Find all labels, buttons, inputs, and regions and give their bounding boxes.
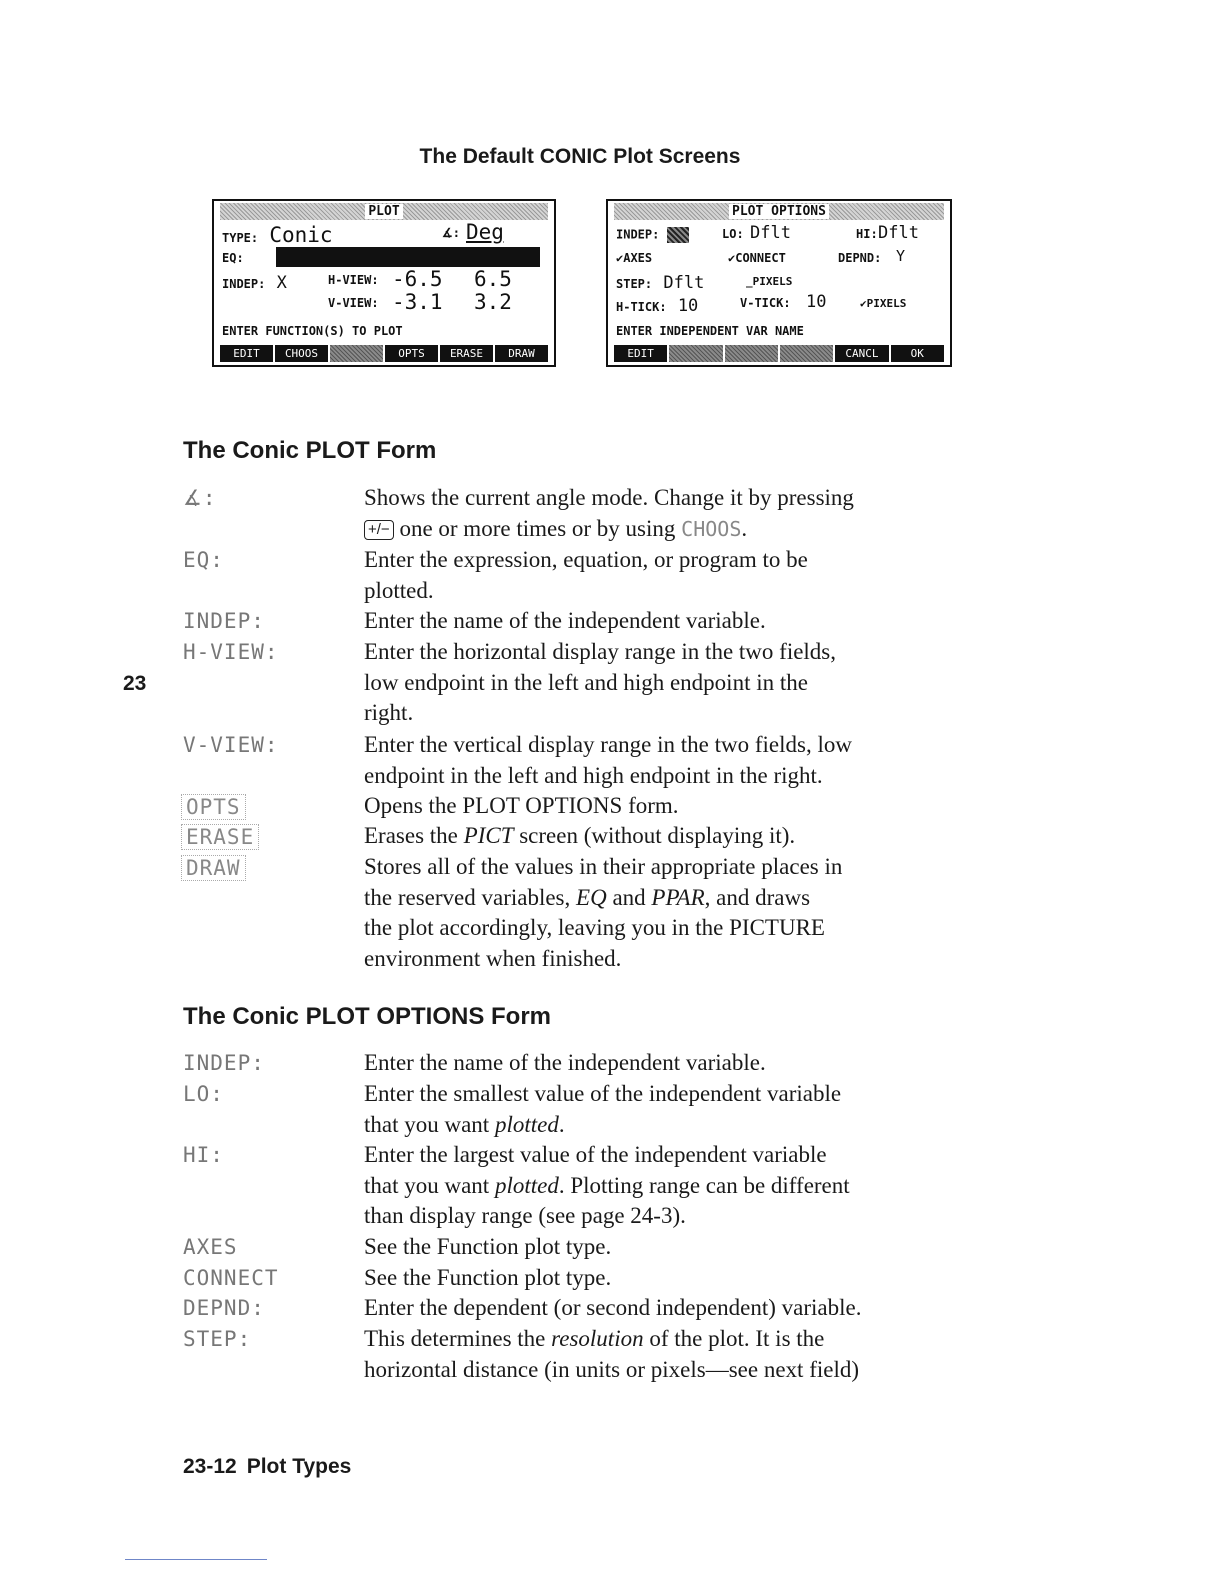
desc-line — [364, 1110, 984, 1141]
desc-italic: resolution — [551, 1326, 644, 1351]
desc-line: Shows the current angle mode. Change it by pressing — [364, 485, 854, 510]
depnd-value[interactable]: Y — [896, 247, 906, 265]
opt-indep-field[interactable] — [667, 227, 689, 243]
desc-italic: plotted — [494, 1172, 559, 1198]
hview-lo[interactable]: -6.5 — [392, 267, 443, 291]
desc-line: plotted. — [364, 577, 434, 603]
vview-lo[interactable]: -3.1 — [392, 290, 443, 314]
softkey-blank — [669, 345, 722, 362]
desc-text: . — [741, 515, 748, 541]
softkey-opts[interactable]: OPTS — [385, 345, 438, 362]
indep-label: INDEP: — [222, 277, 266, 291]
hi-value[interactable]: Dflt — [878, 223, 919, 243]
desc-text: . — [558, 1111, 565, 1137]
desc-line: Opens the PLOT OPTIONS form. — [364, 793, 679, 818]
softkey-ok[interactable]: OK — [891, 345, 944, 362]
type-label: TYPE: — [222, 231, 259, 245]
desc-axes — [364, 1232, 984, 1263]
term-hi: HI: — [183, 1143, 224, 1167]
vview-label: V-VIEW: — [328, 296, 379, 310]
desc-line — [364, 821, 984, 852]
eq-label: EQ: — [222, 251, 244, 265]
lo-value[interactable]: Dflt — [750, 223, 791, 243]
desc-erase — [364, 821, 984, 852]
desc-italic: PICT — [463, 823, 514, 848]
step-value[interactable]: Dflt — [663, 273, 705, 293]
term-indep: INDEP: — [183, 609, 265, 633]
softkey-edit[interactable]: EDIT — [614, 345, 667, 362]
desc-draw — [364, 852, 984, 974]
htick-label: H-TICK: — [616, 300, 667, 314]
desc-italic: plotted — [494, 1111, 559, 1137]
softkey-cancel[interactable]: CANCL — [835, 345, 888, 362]
step-pixels-checkbox[interactable]: _PIXELS — [746, 275, 793, 288]
desc-eq — [364, 545, 984, 606]
desc-text: that you want — [364, 1111, 495, 1137]
plot-screen-title-bar — [220, 203, 548, 220]
desc-connect — [364, 1263, 984, 1294]
choos-softkey-ref: CHOOS — [681, 516, 742, 541]
softkey-draw[interactable]: DRAW — [495, 345, 548, 362]
desc-line: horizontal distance (in units or pixels—see next field) — [364, 1356, 860, 1382]
term-hview: H-VIEW: — [183, 640, 279, 664]
section-title-options-form: The Conic PLOT OPTIONS Form — [183, 1003, 552, 1030]
softkey-blank — [780, 345, 833, 362]
desc-line: Enter the dependent (or second independent) variable. — [364, 1295, 862, 1320]
softkey-blank — [725, 345, 778, 362]
desc-lo — [364, 1079, 984, 1140]
desc-text: of the plot. It is the — [643, 1326, 825, 1351]
term-draw: DRAW — [181, 855, 246, 881]
chapter-name: Plot Types — [246, 1455, 352, 1478]
desc-line: See the Function plot type. — [364, 1265, 612, 1290]
term-connect: CONNECT — [183, 1266, 279, 1290]
softkey-edit[interactable]: EDIT — [220, 345, 273, 362]
desc-line: Enter the largest value of the independent variable — [364, 1142, 827, 1167]
desc-italic: EQ — [576, 884, 607, 910]
plus-minus-key: +/− — [364, 520, 394, 540]
desc-line — [364, 1324, 984, 1355]
connect-checkbox[interactable]: ✔CONNECT — [728, 251, 786, 265]
options-screen-title-bar — [614, 203, 944, 220]
angle-value[interactable]: Deg — [466, 220, 504, 244]
desc-opt-indep — [364, 1048, 984, 1079]
desc-text: Erases the — [364, 823, 464, 848]
desc-hview — [364, 637, 984, 729]
desc-line: Enter the name of the independent variable. — [364, 608, 766, 633]
hview-hi[interactable]: 6.5 — [474, 267, 512, 291]
term-eq: EQ: — [183, 548, 224, 572]
desc-line: endpoint in the left and high endpoint in the right. — [364, 762, 823, 788]
term-axes: AXES — [183, 1235, 238, 1259]
term-lo: LO: — [183, 1082, 224, 1106]
hi-label: HI: — [856, 227, 878, 241]
desc-hi — [364, 1140, 984, 1232]
desc-text: screen (without displaying it). — [513, 823, 796, 848]
hview-label: H-VIEW: — [328, 273, 379, 287]
desc-line — [364, 1171, 984, 1202]
desc-line: the plot accordingly, leaving you in the PICTURE — [364, 915, 825, 941]
desc-depnd — [364, 1293, 984, 1324]
opt-indep-label: INDEP: — [616, 227, 660, 242]
softkey-blank — [330, 345, 383, 362]
term-opt-indep: INDEP: — [183, 1051, 265, 1075]
axes-checkbox[interactable]: ✔AXES — [616, 251, 653, 265]
figure-caption: The Default CONIC Plot Screens — [419, 145, 741, 168]
desc-text: that you want — [364, 1172, 495, 1198]
type-value[interactable]: Conic — [269, 223, 333, 247]
desc-opts — [364, 791, 984, 822]
desc-indep — [364, 606, 984, 637]
desc-line: Enter the vertical display range in the two fields, low — [364, 732, 852, 757]
vview-hi[interactable]: 3.2 — [474, 290, 512, 314]
desc-step — [364, 1324, 984, 1385]
chapter-tab: 23 — [123, 672, 147, 695]
desc-text: and — [606, 884, 652, 910]
vtick-label: V-TICK: — [740, 296, 791, 310]
eq-input[interactable] — [276, 247, 540, 267]
section-title-plot-form: The Conic PLOT Form — [183, 437, 437, 464]
desc-text: one or more times or by using — [393, 515, 682, 541]
desc-line: Enter the smallest value of the independent variable — [364, 1081, 842, 1106]
plot-screen-title: PLOT — [365, 204, 402, 219]
desc-line: environment when finished. — [364, 945, 622, 971]
desc-line: Enter the name of the independent variable. — [364, 1050, 766, 1075]
desc-line: See the Function plot type. — [364, 1234, 612, 1259]
indep-value[interactable]: X — [276, 273, 287, 293]
desc-line: Enter the expression, equation, or program to be — [364, 547, 808, 572]
page-footer — [183, 1455, 351, 1479]
footer-rule — [125, 1559, 267, 1560]
desc-line — [364, 514, 984, 545]
softkey-choos[interactable]: CHOOS — [275, 345, 328, 362]
plot-options-screen — [606, 199, 952, 367]
depnd-label: DEPND: — [838, 251, 882, 265]
desc-text: the reserved variables, — [364, 884, 577, 910]
term-erase: ERASE — [181, 824, 259, 850]
term-vview: V-VIEW: — [183, 733, 279, 757]
options-screen-title: PLOT OPTIONS — [729, 204, 829, 219]
angle-label: ∡: — [442, 226, 460, 240]
desc-angle — [364, 483, 984, 544]
page-number: 23-12 — [183, 1455, 237, 1478]
desc-line: Enter the horizontal display range in the two fields, — [364, 639, 837, 664]
desc-line — [364, 883, 984, 914]
step-label: STEP: — [616, 277, 653, 291]
desc-text: This determines the — [364, 1326, 552, 1351]
desc-text: , and draws — [704, 884, 811, 910]
tick-pixels-checkbox[interactable]: ✔PIXELS — [860, 297, 907, 310]
plot-screen — [212, 199, 556, 367]
desc-italic: PPAR — [651, 884, 705, 910]
options-softkey-bar — [614, 345, 944, 362]
htick-value[interactable]: 10 — [677, 296, 699, 316]
options-prompt: ENTER INDEPENDENT VAR NAME — [616, 324, 804, 338]
desc-line: right. — [364, 700, 414, 726]
desc-line: low endpoint in the left and high endpoint in the — [364, 669, 808, 695]
term-step: STEP: — [183, 1327, 252, 1351]
term-angle: ∡: — [183, 486, 217, 510]
term-opts: OPTS — [181, 794, 246, 820]
plot-prompt: ENTER FUNCTION(S) TO PLOT — [222, 324, 403, 338]
desc-vview — [364, 730, 984, 791]
lo-label: LO: — [722, 227, 744, 241]
desc-line: Stores all of the values in their appropriate places in — [364, 854, 843, 879]
plot-softkey-bar — [220, 345, 548, 362]
term-depnd: DEPND: — [183, 1296, 265, 1320]
desc-text: . Plotting range can be different — [558, 1172, 850, 1198]
desc-line: than display range (see page 24-3). — [364, 1203, 686, 1229]
vtick-value[interactable]: 10 — [806, 292, 827, 312]
softkey-erase[interactable]: ERASE — [440, 345, 493, 362]
